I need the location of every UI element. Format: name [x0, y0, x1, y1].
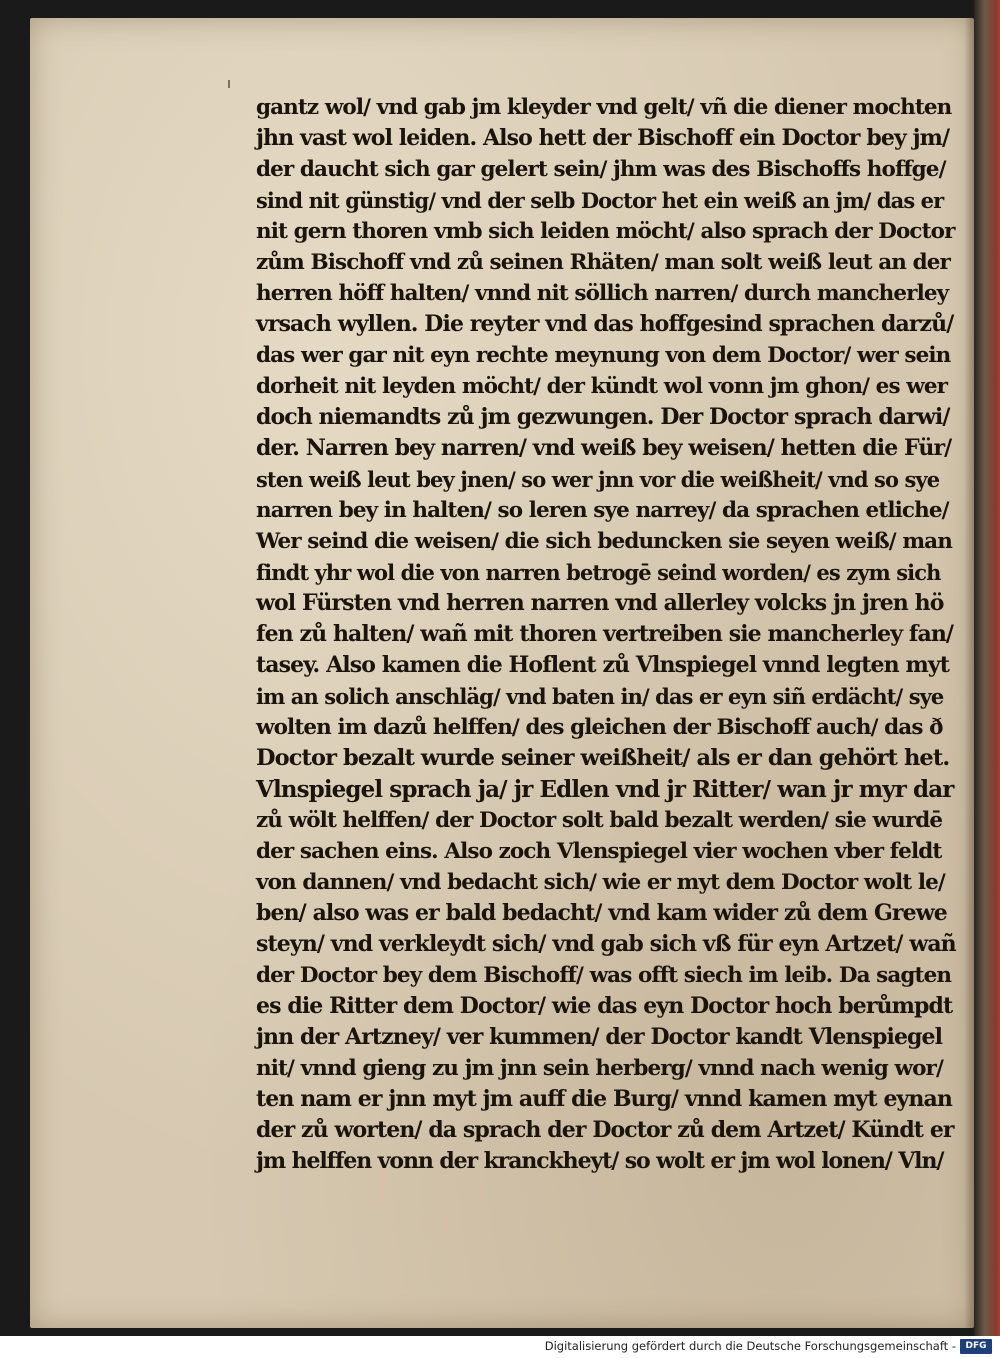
text-line: steyn/ vnd verkleydt sich/ vnd gab sich vß für eyn Artzet/ wañ — [256, 931, 956, 957]
text-line: findt yhr wol die von narren betrogē seind worden/ es zym sich — [256, 560, 941, 585]
text-line: gantz wol/ vnd gab jm kleyder vnd gelt/ vñ die diener mochten — [256, 95, 952, 120]
text-line: von dannen/ vnd bedacht sich/ wie er myt dem Doctor wolt le/ — [256, 870, 945, 895]
dfg-logo-icon: DFG — [960, 1339, 992, 1354]
text-line: Wer seind die weisen/ die sich beduncken sie seyen weiß/ man — [256, 529, 952, 554]
text-line: der. Narren bey narren/ vnd weiß bey weisen/ hetten die Für/ — [256, 435, 952, 461]
text-line: der sachen eins. Also zoch Vlenspiegel vier wochen vber feldt — [256, 839, 942, 864]
text-line: der zů worten/ da sprach der Doctor zů dem Artzet/ Kündt er — [256, 1117, 954, 1143]
text-line: das wer gar nit eyn rechte meynung von dem Doctor/ wer sein — [256, 343, 951, 368]
text-line: vrsach wyllen. Die reyter vnd das hoffgesind sprachen darzů/ — [256, 311, 954, 337]
text-line: ben/ also was er bald bedacht/ vnd kam wider zů dem Grewe — [256, 900, 947, 926]
text-line: zů wölt helffen/ der Doctor solt bald bezalt werden/ sie wurdē — [256, 808, 943, 833]
text-line: doch niemandts zů jm gezwungen. Der Doctor sprach darwi/ — [256, 404, 950, 430]
margin-mark — [228, 80, 230, 88]
footer-bar — [0, 1336, 1000, 1358]
text-line: ten nam er jnn myt jm auff die Burg/ vnnd kamen myt eynan — [256, 1086, 952, 1112]
text-line: zům Bischoff vnd zů seinen Rhäten/ man solt weiß leut an der — [256, 250, 950, 275]
book-edge — [974, 0, 1000, 1336]
text-line: wolten im dazů helffen/ des gleichen der Bischoff auch/ das ð — [256, 715, 943, 740]
text-line: wol Fürsten vnd herren narren vnd allerley volcks jn jren hö — [256, 590, 944, 616]
text-line: dorheit nit leyden möcht/ der kündt wol vonn jm ghon/ es wer — [256, 374, 948, 399]
text-line: herren höff halten/ vnnd nit söllich narren/ durch mancherley — [256, 281, 949, 306]
text-line: der Doctor bey dem Bischoff/ was offt siech im leib. Da sagten — [256, 963, 952, 988]
text-line: narren bey in halten/ so leren sye narrey/ da sprachen etliche/ — [256, 498, 949, 523]
text-line: der daucht sich gar gelert sein/ jhm was des Bischoffs hoffge/ — [256, 157, 946, 182]
text-line: fen zů halten/ wañ mit thoren vertreiben sie mancherley fan/ — [256, 621, 954, 647]
text-line: sten weiß leut bey jnen/ so wer jnn vor die weißheit/ vnd so sye — [256, 467, 940, 492]
page-text — [256, 92, 956, 1177]
text-line: es die Ritter dem Doctor/ wie das eyn Doctor hoch berůmpdt — [256, 993, 953, 1019]
text-line: Vlnspiegel sprach ja/ jr Edlen vnd jr Ritter/ wan jr myr dar — [256, 776, 954, 803]
text-line: tasey. Also kamen die Hoflent zů Vlnspiegel vnnd legten myt — [256, 652, 950, 678]
text-line: jnn der Artzney/ ver kummen/ der Doctor kandt Vlenspiegel — [256, 1024, 943, 1050]
text-line: jhn vast wol leiden. Also hett der Bischoff ein Doctor bey jm/ — [256, 125, 950, 151]
text-line: nit gern thoren vmb sich leiden möcht/ also sprach der Doctor — [256, 219, 955, 244]
text-line: nit/ vnnd gieng zu jm jnn sein herberg/ vnnd nach wenig wor/ — [256, 1056, 943, 1081]
funding-notice: Digitalisierung gefördert durch die Deutsche Forschungsgemeinschaft - — [544, 1339, 956, 1353]
text-line: im an solich anschläg/ vnd baten in/ das er eyn siñ erdächt/ sye — [256, 684, 944, 709]
text-line: jm helffen vonn der kranckheyt/ so wolt er jm wol lonen/ Vln/ — [256, 1148, 944, 1174]
text-line: sind nit günstig/ vnd der selb Doctor het ein weiß an jm/ das er — [256, 188, 944, 213]
text-line: Doctor bezalt wurde seiner weißheit/ als er dan gehört het. — [256, 745, 950, 771]
